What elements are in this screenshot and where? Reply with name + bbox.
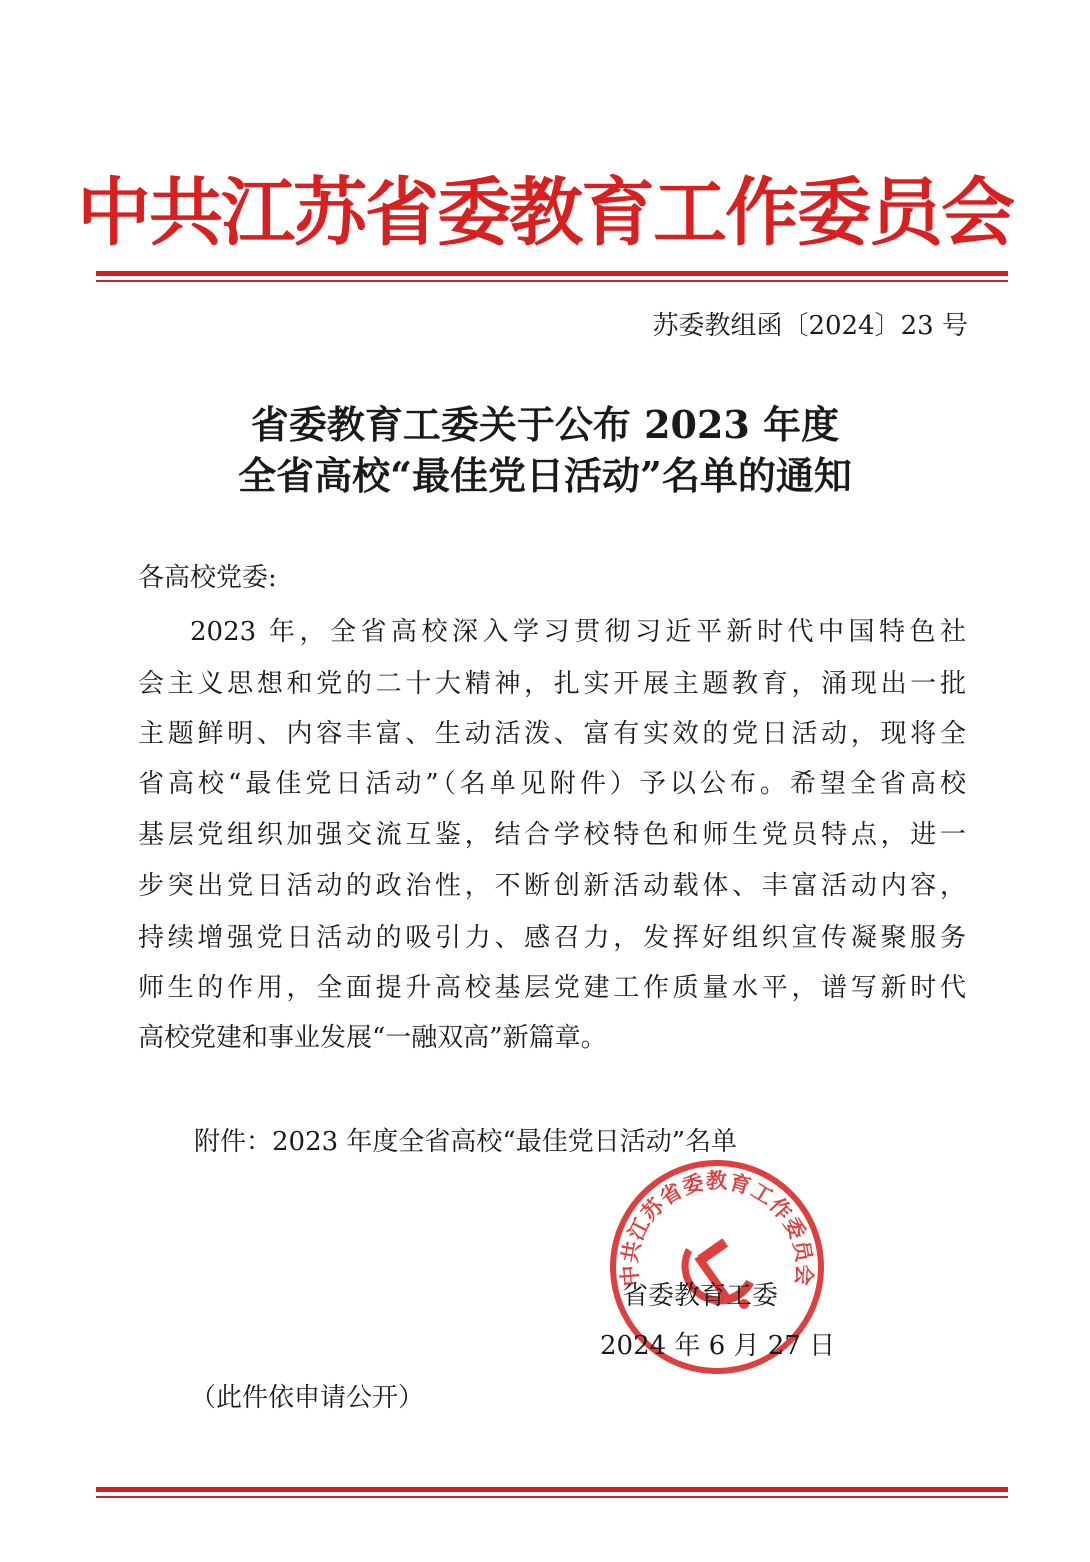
- body-line: 步突出党日活动的政治性，不断创新活动载体、丰富活动内容，: [138, 871, 966, 901]
- body-line: 持续增强党日活动的吸引力、感召力，发挥好组织宣传凝聚服务: [138, 923, 966, 953]
- body-line: 省高校“最佳党日活动”（名单见附件）予以公布。希望全省高校: [138, 769, 966, 799]
- document-number: 苏委教组函〔2024〕23 号: [652, 311, 968, 341]
- body-line: 主题鲜明、内容丰富、生动活泼、富有实效的党日活动，现将全: [138, 719, 966, 749]
- body-line: 基层党组织加强交流互鉴，结合学校特色和师生党员特点，进一: [138, 820, 966, 850]
- signing-date: 2024 年 6 月 27 日: [600, 1331, 836, 1361]
- body-line: 师生的作用，全面提升高校基层党建工作质量水平，谱写新时代: [138, 973, 966, 1003]
- body-line: 会主义思想和党的二十大精神，扎实开展主题教育，涌现出一批: [138, 669, 966, 699]
- footer-rule-thin: [96, 1496, 1008, 1498]
- attachment-note: 附件：2023 年度全省高校“最佳党日活动”名单: [194, 1127, 738, 1157]
- title-line-2: 全省高校“最佳党日活动”名单的通知: [238, 453, 852, 498]
- title-line-1: 省委教育工委关于公布 2023 年度: [250, 402, 840, 447]
- body-line: 高校党建和事业发展“一融双高”新篇章。: [138, 1023, 607, 1053]
- seal-text: 中共江苏省委教育工作委员会: [617, 1169, 817, 1288]
- masthead-rule-thick: [96, 271, 1008, 276]
- body-line: 2023 年，全省高校深入学习贯彻习近平新时代中国特色社: [190, 617, 966, 647]
- disclosure-note: （此件依申请公开）: [190, 1383, 425, 1413]
- masthead: 中共江苏省委教育工作委员会: [77, 170, 1013, 256]
- footer-rule-thick: [96, 1487, 1008, 1492]
- masthead-rule-thin: [96, 280, 1008, 282]
- signing-organization: 省委教育工委: [622, 1281, 779, 1311]
- salutation: 各高校党委:: [138, 563, 277, 593]
